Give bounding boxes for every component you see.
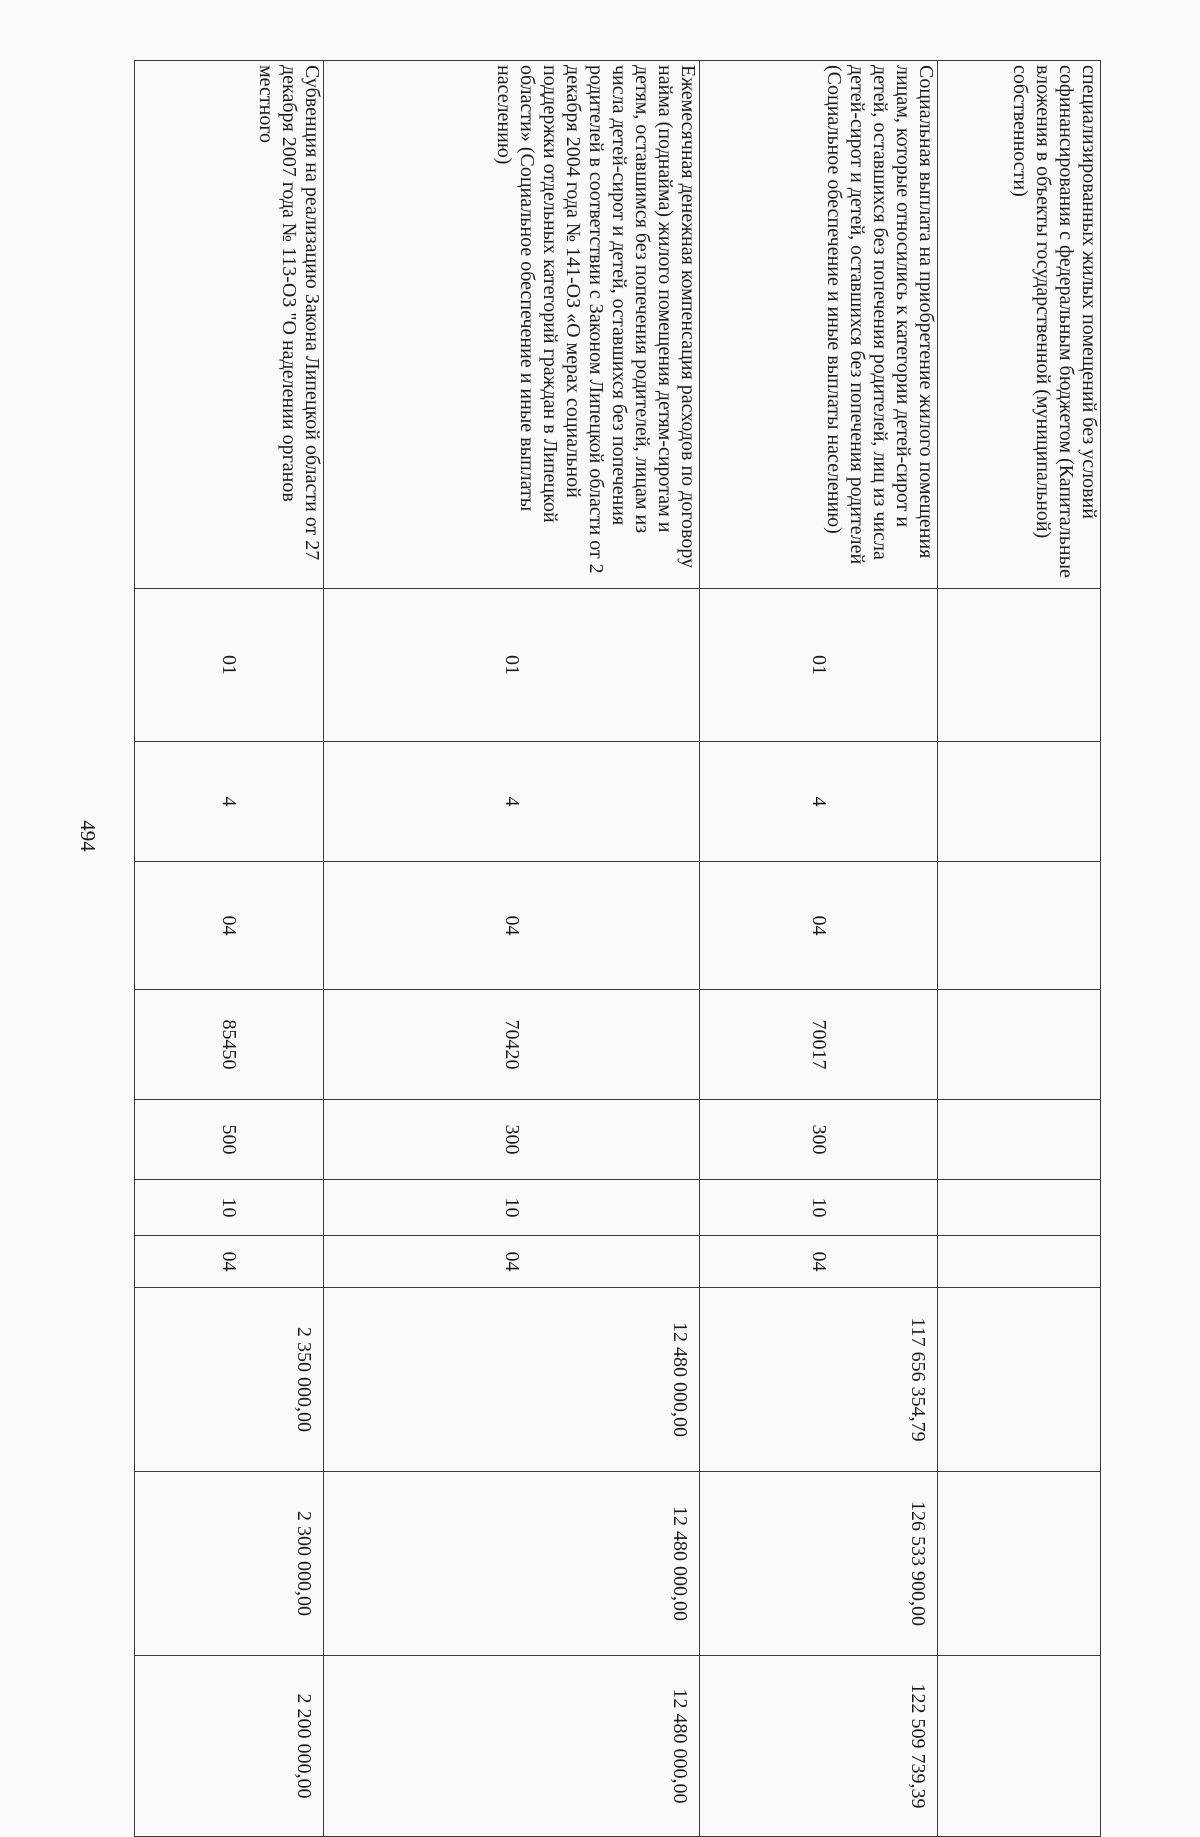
direction-code (938, 990, 1101, 1100)
amount-year-1 (938, 1288, 1101, 1472)
program-code: 01 (700, 589, 938, 742)
subsection-code: 04 (135, 1236, 324, 1288)
row-description: Ежемесячная денежная компенсация расходов по договору найма (поднайма) жилого помещения детям-сиротам и детям, оставшимся без попечения родителей, лицам из числа детей-сирот и детей, оставшихся без попечения родителей в соответствии с Законом Липецкой области от 2 декабря 2004 года № 141-ОЗ «О мерах социальной поддержки отдельных категорий граждан в Липецкой области» (Социальное обеспечение и иные выплаты населению) (324, 61, 700, 589)
subsection-code (938, 1236, 1101, 1288)
expense-type-code: 500 (135, 1100, 324, 1180)
section-code: 10 (135, 1180, 324, 1236)
row-description: Социальная выплата на приобретение жилого помещения лицам, которые относились к категории детей-сирот и детей, оставшихся без попечения родителей, лиц из числа детей-сирот и детей, оставшихся без попечения родителей (Социальное обеспечение и иные выплаты населению) (700, 61, 938, 589)
amount-year-1: 12 480 000,00 (324, 1288, 700, 1472)
main-activity-code: 04 (700, 862, 938, 990)
subprogram-code: 4 (135, 742, 324, 862)
expense-type-code: 300 (324, 1100, 700, 1180)
row-description: специализированных жилых помещений без условий софинансирования с федеральным бюджетом (Капитальные вложения в объекты государственной (муниципальной) собственности) (938, 61, 1101, 589)
direction-code: 70420 (324, 990, 700, 1100)
expense-type-code (938, 1100, 1101, 1180)
amount-year-2: 126 533 900,00 (700, 1472, 938, 1656)
budget-table-container (135, 60, 1101, 1809)
subprogram-code: 4 (324, 742, 700, 862)
program-code: 01 (135, 589, 324, 742)
page-number: 494 (76, 820, 100, 852)
program-code (938, 589, 1101, 742)
amount-year-3: 122 509 739,39 (700, 1656, 938, 1837)
section-code (938, 1180, 1101, 1236)
section-code: 10 (700, 1180, 938, 1236)
direction-code: 70017 (700, 990, 938, 1100)
section-code: 10 (324, 1180, 700, 1236)
table-row (700, 61, 938, 1837)
main-activity-code: 04 (324, 862, 700, 990)
table-row (135, 61, 324, 1837)
amount-year-3: 2 200 000,00 (135, 1656, 324, 1837)
table-row (938, 61, 1101, 1837)
expense-type-code: 300 (700, 1100, 938, 1180)
direction-code: 85450 (135, 990, 324, 1100)
row-description: Субвенция на реализацию Закона Липецкой области от 27 декабря 2007 года № 113-ОЗ "О наделении органов местного (135, 61, 324, 589)
main-activity-code (938, 862, 1101, 990)
amount-year-2 (938, 1472, 1101, 1656)
subprogram-code (938, 742, 1101, 862)
amount-year-2: 2 300 000,00 (135, 1472, 324, 1656)
amount-year-1: 2 350 000,00 (135, 1288, 324, 1472)
amount-year-2: 12 480 000,00 (324, 1472, 700, 1656)
subsection-code: 04 (324, 1236, 700, 1288)
amount-year-3: 12 480 000,00 (324, 1656, 700, 1837)
main-activity-code: 04 (135, 862, 324, 990)
budget-table (134, 60, 1101, 1837)
subsection-code: 04 (700, 1236, 938, 1288)
program-code: 01 (324, 589, 700, 742)
table-row (324, 61, 700, 1837)
subprogram-code: 4 (700, 742, 938, 862)
amount-year-1: 117 656 354,79 (700, 1288, 938, 1472)
amount-year-3 (938, 1656, 1101, 1837)
